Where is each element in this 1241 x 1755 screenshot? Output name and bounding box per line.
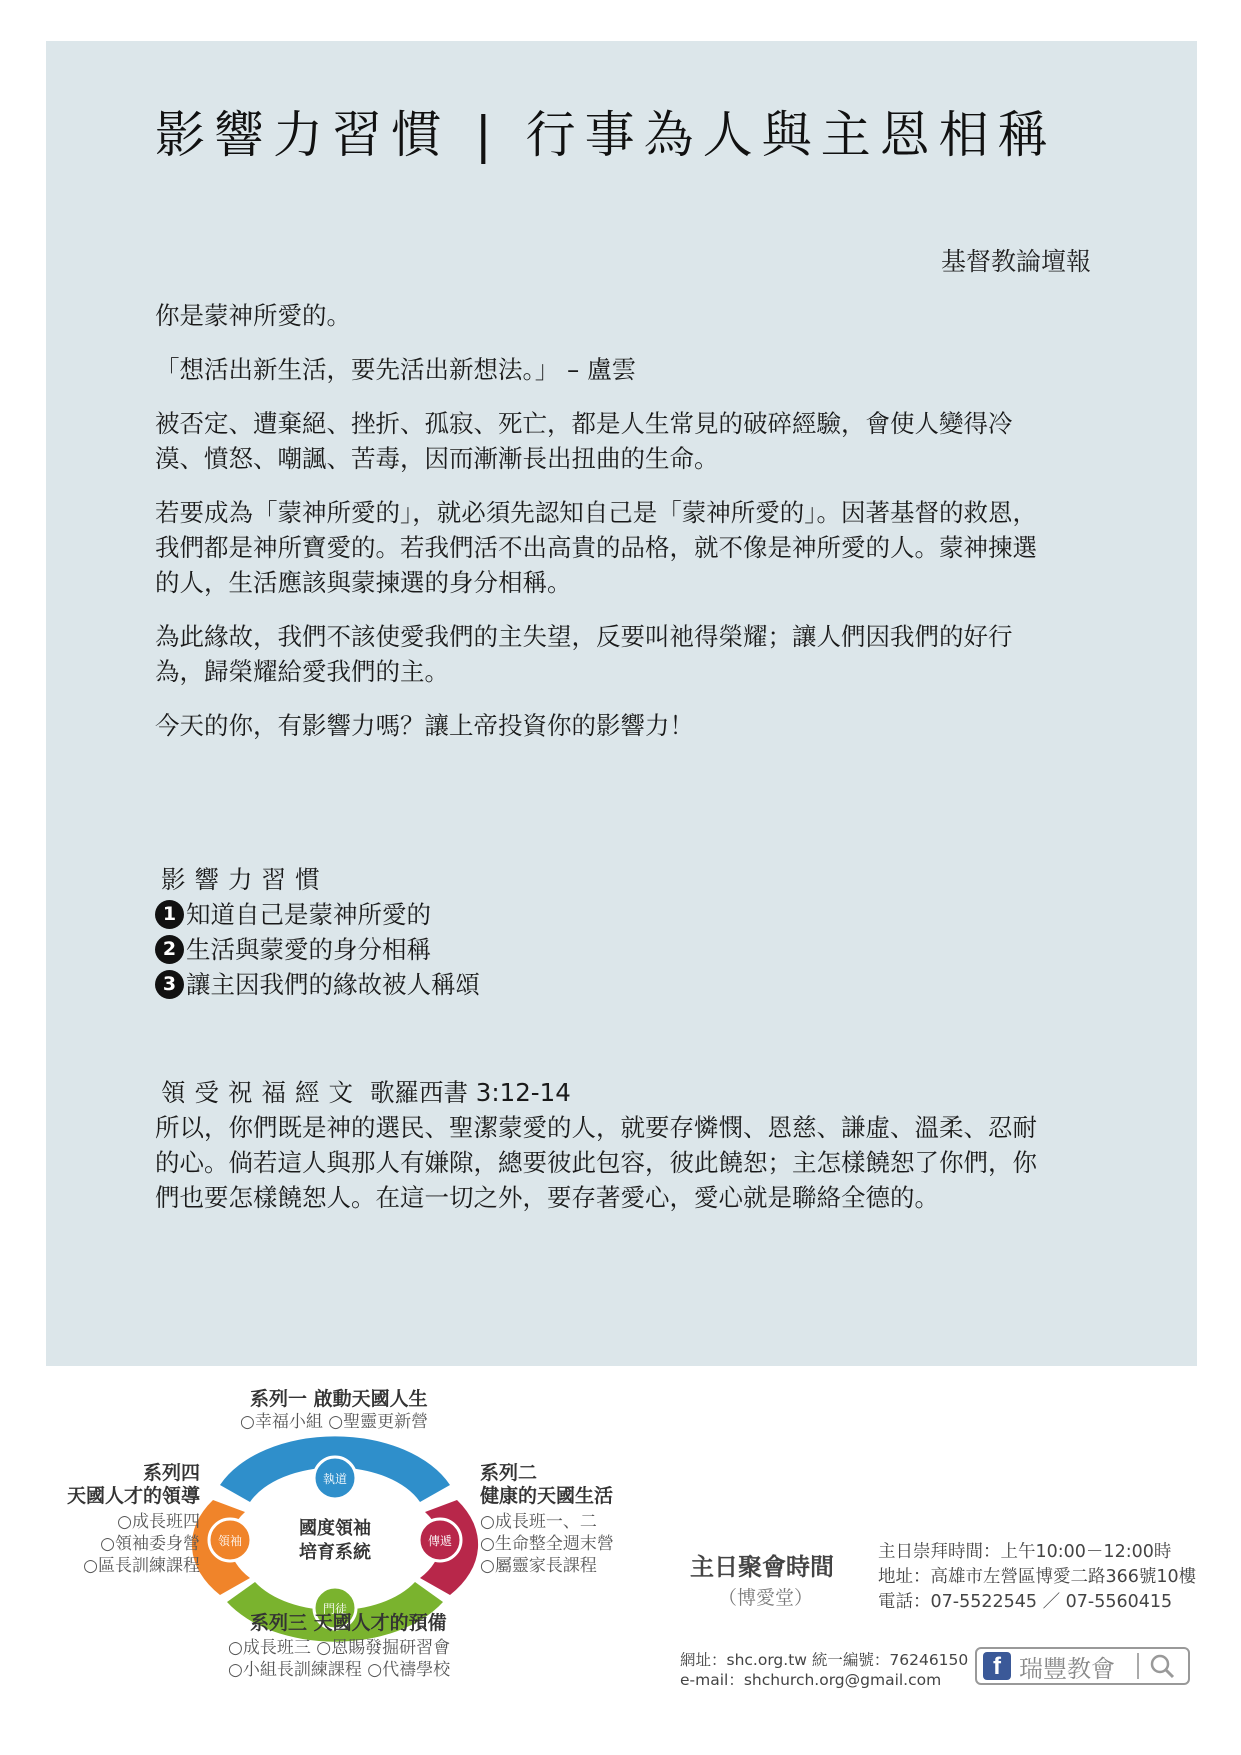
habits-heading: 影響力習慣	[161, 865, 329, 894]
habit-item	[155, 932, 480, 967]
search-icon[interactable]	[1149, 1653, 1175, 1679]
top-node-label: 執道	[322, 1472, 348, 1486]
scripture-text: 所以，你們既是神的選民、聖潔蒙愛的人，就要存憐憫、恩慈、謙虛、溫柔、忍耐的心。倘若這人與那人有嫌隙，總要彼此包容，彼此饒恕；主怎樣饒恕了你們，你們也要怎樣饒恕人。在這一切之外，要存著愛心，愛心就是聯絡全德的。	[155, 1113, 1037, 1212]
facebook-page-name: 瑞豐教會	[1019, 1654, 1115, 1683]
series2-title: 系列二	[480, 1462, 538, 1484]
series4-item: ○領袖委身營	[100, 1534, 200, 1554]
website[interactable]: 網址：shc.org.tw 統一編號：76246150	[680, 1651, 969, 1669]
email[interactable]: e-mail：shchurch.org@gmail.com	[680, 1671, 942, 1689]
phone: 電話：07-5522545 ／ 07-5560415	[878, 1592, 1173, 1612]
paragraph: 今天的你，有影響力嗎？讓上帝投資你的影響力！	[155, 711, 694, 740]
scripture-header	[155, 1075, 1041, 1110]
series2-item: ○成長班一、二	[480, 1512, 597, 1532]
series3-item: ○小組長訓練課程 ○代禱學校	[228, 1660, 451, 1680]
habit-text: 讓主因我們的緣故被人稱頌	[186, 970, 480, 999]
paragraph: 被否定、遭棄絕、挫折、孤寂、死亡，都是人生常見的破碎經驗，會使人變得冷漠、憤怒、嘲諷、苦毒，因而漸漸長出扭曲的生命。	[155, 409, 1013, 473]
habit-text: 生活與蒙愛的身分相稱	[186, 935, 431, 964]
bottom-node-label: 門徒	[322, 1602, 348, 1616]
scripture-reference: 歌羅西書 3:12-14	[370, 1078, 571, 1107]
left-node-label: 領袖	[217, 1534, 243, 1548]
number-badge: 3	[155, 970, 184, 999]
center-label: 國度領袖	[299, 1518, 371, 1539]
web-info	[680, 1650, 968, 1690]
series2-title: 健康的天國生活	[480, 1485, 614, 1507]
article-body	[155, 298, 1041, 762]
address: 地址：高雄市左營區博愛二路366號10樓	[878, 1567, 1197, 1587]
series1-title: 系列一 啟動天國人生	[250, 1388, 428, 1410]
series4-item: ○成長班四	[117, 1512, 200, 1532]
paragraph: 你是蒙神所愛的。	[155, 301, 351, 330]
facebook-icon: f	[983, 1652, 1011, 1680]
article-source: 基督教論壇報	[940, 247, 1091, 276]
number-badge: 1	[155, 900, 184, 929]
paragraph: 為此緣故，我們不該使愛我們的主失望，反要叫祂得榮耀；讓人們因我們的好行為，歸榮耀給愛我們的主。	[155, 622, 1013, 686]
habit-item	[155, 897, 480, 932]
series3-item: ○成長班三 ○恩賜發掘研習會	[228, 1638, 451, 1658]
series1-items: ○幸福小組 ○聖靈更新營	[240, 1412, 429, 1432]
scripture-section	[155, 1075, 1041, 1215]
number-badge: 2	[155, 935, 184, 964]
center-label: 培育系統	[299, 1542, 371, 1563]
scripture-heading: 領受祝福經文	[161, 1078, 362, 1107]
paragraph: 若要成為「蒙神所愛的」，就必須先認知自己是「蒙神所愛的」。因著基督的救恩，我們都是神所寶愛的。若我們活不出高貴的品格，就不像是神所愛的人。蒙神揀選的人，生活應該與蒙揀選的身分相稱。	[155, 498, 1037, 597]
training-system-diagram	[50, 1390, 650, 1690]
series4-title: 天國人才的領導	[66, 1485, 200, 1507]
habit-item	[155, 967, 480, 1002]
series2-item: ○屬靈家長課程	[480, 1556, 597, 1576]
right-node-label: 傳遞	[427, 1534, 453, 1548]
series4-title: 系列四	[142, 1462, 200, 1484]
series4-item: ○區長訓練課程	[83, 1556, 200, 1576]
habits-section	[155, 862, 480, 1002]
service-time: 主日崇拜時間：上午10:00－12:00時	[878, 1542, 1172, 1562]
page-title: 影響力習慣 | 行事為人與主恩相稱	[155, 106, 1057, 164]
facebook-search-box[interactable]	[975, 1647, 1190, 1685]
service-title: 主日聚會時間	[690, 1553, 834, 1581]
habit-text: 知道自己是蒙神所愛的	[186, 900, 431, 929]
paragraph: 「想活出新生活，要先活出新想法。」 – 盧雲	[155, 355, 637, 384]
service-venue: （博愛堂）	[718, 1587, 814, 1609]
series2-item: ○生命整全週末營	[480, 1534, 614, 1554]
divider	[1137, 1653, 1139, 1679]
contact-info	[878, 1540, 1196, 1615]
series3-title: 系列三 天國人才的預備	[250, 1612, 447, 1634]
